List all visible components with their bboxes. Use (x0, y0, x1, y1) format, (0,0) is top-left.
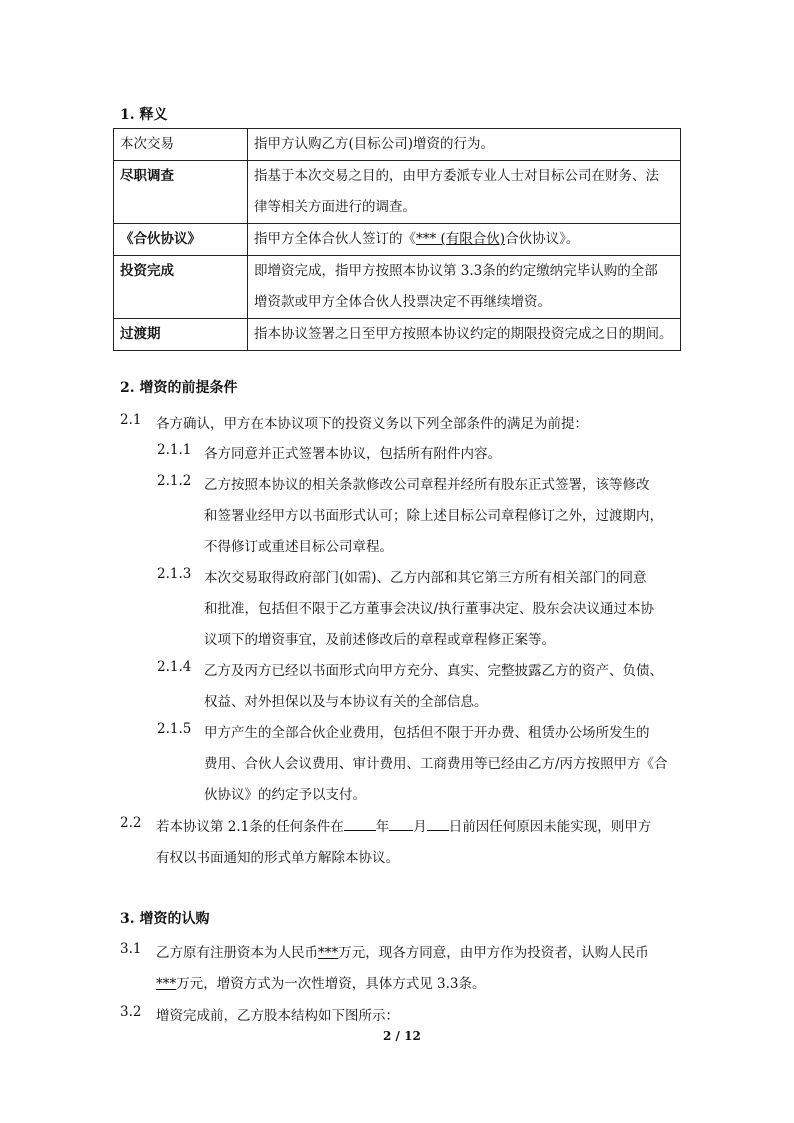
month-blank (389, 816, 413, 831)
definition-cell (248, 256, 681, 319)
clause-line (156, 815, 651, 835)
clause-line: 乙方按照本协议的相关条款修改公司章程并经所有股东正式签署，该等修改 (204, 477, 650, 493)
page-number: 2 / 12 (383, 1029, 421, 1043)
clause-line: 不得修订或重述目标公司章程。 (204, 539, 393, 555)
definition-cell: 指甲方认购乙方(目标公司)增资的行为。 (248, 129, 681, 161)
clause-text: 增资完成前，乙方股本结构如下图所示： (156, 1008, 399, 1024)
clause-line: 和签署业经甲方以书面形式认可；除上述目标公司章程修订之外，过渡期内， (204, 508, 663, 524)
clause-text: 前因任何原因未能实现，则甲方 (462, 819, 652, 835)
term-cell: 尽职调查 (114, 161, 248, 224)
clause-number: 2.1.4 (157, 659, 192, 675)
definition-cell: 指本协议签署之日至甲方按照本协议约定的期限投资完成之日的期间。 (248, 319, 681, 351)
clause-line (156, 941, 649, 961)
definitions-table (113, 128, 681, 351)
table-row (114, 224, 681, 256)
clause-text: 万元，增资方式为一次性增资，具体方式见 3.3条。 (176, 976, 486, 992)
year-label: 年 (375, 819, 390, 835)
clause-line (156, 972, 486, 992)
definition-cell (248, 224, 681, 256)
definition-line: 律等相关方面进行的调查。 (254, 199, 416, 215)
clause-line: 甲方产生的全部合伙企业费用，包括但不限于开办费、租赁办公场所发生的 (204, 725, 650, 741)
clause-line: 各方同意并正式签署本协议，包括所有附件内容。 (204, 446, 501, 462)
year-blank (344, 816, 376, 831)
capital-amount: *** (318, 945, 339, 961)
clause-text: 万元，现各方同意，由甲方作为投资者，认购人民币 (338, 945, 649, 961)
section-1-title: 1. 释义 (120, 107, 168, 123)
clause-number: 3.1 (120, 941, 142, 957)
section-2-title: 2. 增资的前提条件 (120, 380, 238, 396)
clause-line: 有权以书面通知的形式单方解除本协议。 (156, 850, 399, 866)
clause-line: 本次交易取得政府部门(如需)、乙方内部和其它第三方所有相关部门的同意 (204, 570, 647, 586)
month-label: 月 (413, 819, 427, 835)
clause-number: 2.1.2 (157, 473, 192, 489)
term-cell: 本次交易 (114, 129, 248, 161)
table-row (114, 319, 681, 351)
clause-number: 2.1.5 (157, 721, 192, 737)
definition-line: 增资款或甲方全体合伙人投票决定不再继续增资。 (254, 294, 551, 310)
definition-cell (248, 161, 681, 224)
clause-number: 2.1 (120, 412, 142, 428)
clause-text: 乙方原有注册资本为人民币 (156, 945, 318, 961)
partnership-name: *** (有限合伙) (416, 231, 506, 247)
clause-number: 2.2 (120, 815, 142, 831)
definition-text: 合伙协议》。 (505, 231, 580, 247)
clause-number: 2.1.3 (157, 566, 192, 582)
section-3-title: 3. 增资的认购 (120, 911, 210, 927)
definition-line: 即增资完成，指甲方按照本协议第 3.3条的约定缴纳完毕认购的全部 (254, 263, 658, 279)
term-cell: 投资完成 (114, 256, 248, 319)
clause-text: 各方确认，甲方在本协议项下的投资义务以下列全部条件的满足为前提： (156, 416, 588, 432)
clause-line: 乙方及丙方已经以书面形式向甲方充分、真实、完整披露乙方的资产、负债、 (204, 663, 663, 679)
definition-line: 指基于本次交易之目的，由甲方委派专业人士对目标公司在财务、法 (254, 168, 659, 184)
clause-number: 2.1.1 (157, 442, 192, 458)
clause-number: 3.2 (120, 1004, 142, 1020)
definition-text: 指甲方全体合伙人签订的《 (254, 231, 416, 247)
clause-line: 议项下的增资事宜，及前述修改后的章程或章程修正案等。 (204, 632, 555, 648)
clause-line: 伙协议》的约定予以支付。 (204, 787, 366, 803)
table-row (114, 129, 681, 161)
term-cell: 过渡期 (114, 319, 248, 351)
table-row (114, 256, 681, 319)
clause-line: 权益、对外担保以及与本协议有关的全部信息。 (204, 694, 488, 710)
clause-text: 若本协议第 2.1条的任何条件在 (156, 819, 344, 835)
clause-line: 和批准，包括但不限于乙方董事会决议/执行董事决定、股东会决议通过本协 (204, 601, 655, 617)
term-cell: 《合伙协议》 (114, 224, 248, 256)
table-row (114, 161, 681, 224)
day-blank (427, 816, 449, 831)
subscription-amount: *** (156, 976, 177, 992)
clause-line: 费用、合伙人会议费用、审计费用、工商费用等已经由乙方/丙方按照甲方《合 (204, 756, 668, 772)
day-label: 日 (448, 819, 463, 835)
